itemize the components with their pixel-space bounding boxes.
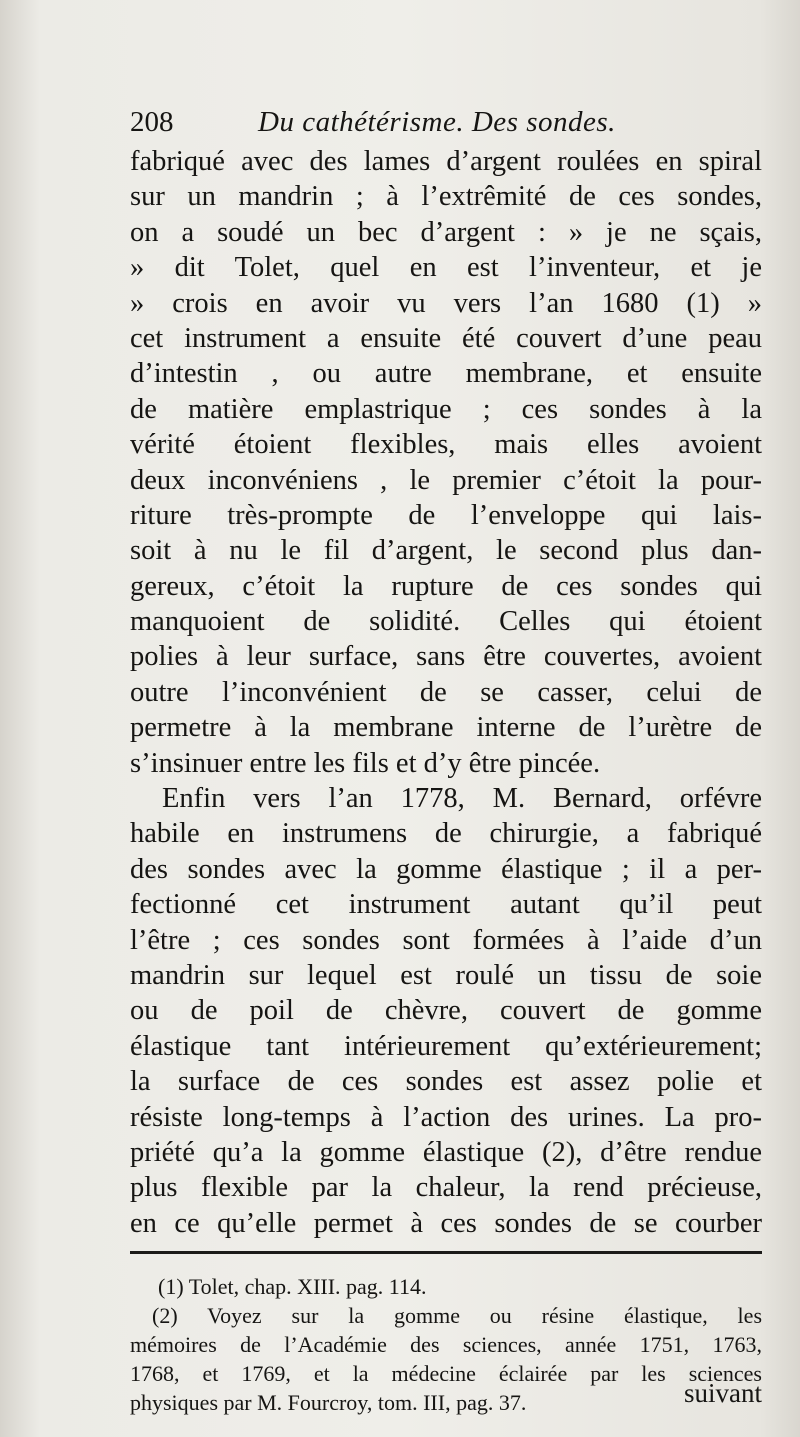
body-line: vérité étoient flexibles, mais elles avoient (130, 429, 762, 461)
body-line: plus flexible par la chaleur, la rend précieuse, (130, 1172, 762, 1204)
footnote-line: (1) Tolet, chap. XIII. pag. 114. (158, 1274, 427, 1300)
body-line: de matière emplastrique ; ces sondes à la (130, 393, 762, 425)
body-line: soit à nu le fil d’argent, le second plus dan- (130, 535, 762, 567)
footnote-line: (2) Voyez sur la gomme ou résine élastique, les (152, 1303, 762, 1329)
body-text (130, 144, 762, 1241)
body-line: Enfin vers l’an 1778, M. Bernard, orfévre (162, 783, 762, 815)
body-line: la surface de ces sondes est assez polie et (130, 1066, 762, 1098)
body-line: mandrin sur lequel est roulé un tissu de soie (130, 959, 762, 991)
body-line: sur un mandrin ; à l’extrêmité de ces sondes, (130, 181, 762, 213)
footnote-line: physiques par M. Fourcroy, tom. III, pag. 37. (130, 1390, 527, 1416)
footnote-line: 1768, et 1769, et la médecine éclairée par les sciences (130, 1361, 762, 1387)
body-line: résiste long-temps à l’action des urines. La pro- (130, 1101, 762, 1133)
page-header (130, 104, 762, 144)
body-line: en ce qu’elle permet à ces sondes de se courber (130, 1207, 762, 1239)
body-line: outre l’inconvénient de se casser, celui de (130, 676, 762, 708)
body-line: élastique tant intérieurement qu’extérieurement; (130, 1030, 762, 1062)
footnote-rule (130, 1251, 762, 1254)
body-line: » dit Tolet, quel en est l’inventeur, et je (130, 252, 762, 284)
body-line: deux inconvéniens , le premier c’étoit la pour- (130, 464, 762, 496)
footnotes (130, 1272, 762, 1417)
body-line: manquoient de solidité. Celles qui étoient (130, 606, 762, 638)
page-number: 208 (130, 106, 174, 138)
text-block (130, 104, 762, 1417)
body-line: on a soudé un bec d’argent : » je ne sçais, (130, 216, 762, 248)
running-title: Du cathétérisme. Des sondes. (258, 106, 616, 138)
footnote-line: mémoires de l’Académie des sciences, année 1751, 1763, (130, 1332, 762, 1358)
body-line: fectionné cet instrument autant qu’il peut (130, 889, 762, 921)
body-line: riture très-prompte de l’enveloppe qui lais- (130, 499, 762, 531)
body-line: ou de poil de chèvre, couvert de gomme (130, 995, 762, 1027)
body-line: des sondes avec la gomme élastique ; il a per- (130, 853, 762, 885)
body-line: d’intestin , ou autre membrane, et ensuite (130, 358, 762, 390)
body-line: s’insinuer entre les fils et d’y être pincée. (130, 747, 601, 779)
catchword: suivant (684, 1378, 762, 1408)
body-line: permetre à la membrane interne de l’urètre de (130, 712, 762, 744)
body-line: l’être ; ces sondes sont formées à l’aide d’un (130, 924, 762, 956)
body-line: priété qu’a la gomme élastique (2), d’être rendue (130, 1136, 762, 1168)
body-line: polies à leur surface, sans être couvertes, avoient (130, 641, 762, 673)
body-line: habile en instrumens de chirurgie, a fabriqué (130, 818, 762, 850)
body-line: fabriqué avec des lames d’argent roulées en spiral (130, 146, 762, 177)
body-line: » crois en avoir vu vers l’an 1680 (1) » (130, 287, 762, 319)
body-line: cet instrument a ensuite été couvert d’une peau (130, 322, 762, 354)
body-line: gereux, c’étoit la rupture de ces sondes qui (130, 570, 762, 602)
